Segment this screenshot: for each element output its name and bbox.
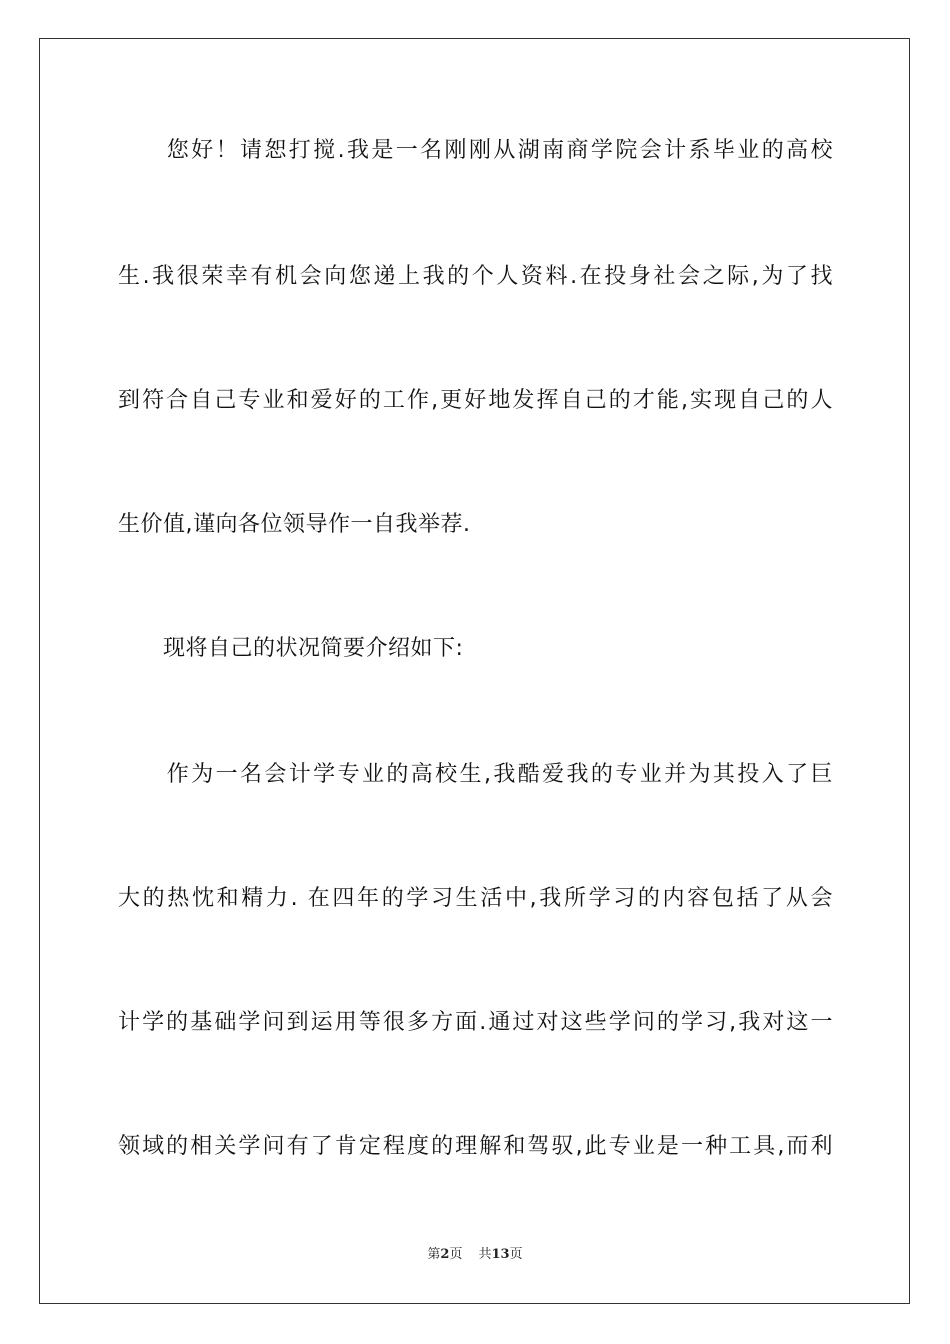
total-suffix: 页 [509, 1247, 523, 1262]
page-suffix: 页 [449, 1247, 463, 1262]
text-line: 生价值,谨向各位领导作一自我举荐. [118, 512, 471, 537]
text-line: 大的热忱和精力. 在四年的学习生活中,我所学习的内容包括了从会 [118, 886, 833, 911]
text-line: 到符合自己专业和爱好的工作,更好地发挥自己的才能,实现自己的人 [118, 388, 833, 413]
total-pages: 13 [491, 1247, 510, 1262]
text-line: 领域的相关学问有了肯定程度的理解和驾驭,此专业是一种工具,而利 [118, 1134, 833, 1159]
text-line: 作为一名会计学专业的高校生,我酷爱我的专业并为其投入了巨 [118, 762, 833, 787]
text-line: 您好！请恕打搅.我是一名刚刚从湖南商学院会计系毕业的高校 [118, 138, 833, 163]
page-number: 2 [440, 1247, 450, 1262]
page-border [39, 38, 910, 1304]
page-prefix: 第 [427, 1247, 441, 1262]
text-line: 计学的基础学问到运用等很多方面.通过对这些学问的学习,我对这一 [118, 1010, 833, 1035]
page-footer [0, 1246, 950, 1264]
total-prefix: 共 [478, 1247, 492, 1262]
text-line: 生.我很荣幸有机会向您递上我的个人资料.在投身社会之际,为了找 [118, 264, 833, 289]
text-line: 现将自己的状况简要介绍如下: [118, 636, 464, 661]
